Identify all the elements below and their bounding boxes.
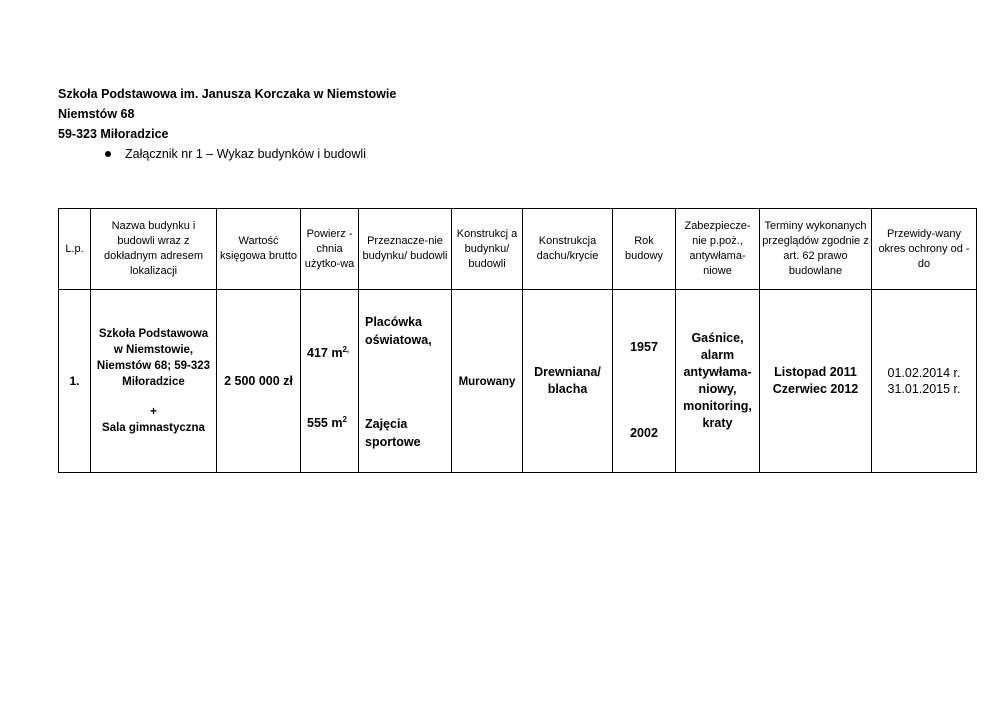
- col-header-security: Zabezpiecze-nie p.poż., antywłama-niowe: [676, 209, 760, 290]
- period-from: 01.02.2014 r.: [887, 366, 961, 380]
- cell-lp: [59, 290, 91, 473]
- plus-sign: +: [150, 406, 157, 418]
- lp-value: 1.: [69, 374, 80, 388]
- cell-purpose: [359, 290, 452, 473]
- address-line: Niemstów 68: [58, 107, 135, 121]
- col-header-roof: Konstrukcja dachu/krycie: [523, 209, 613, 290]
- area-2: 555 $m^2$: [307, 414, 347, 430]
- cell-period: [872, 290, 977, 473]
- document-header: [58, 84, 396, 164]
- bullet-icon: [105, 151, 111, 157]
- attachment-bullet: [58, 144, 396, 164]
- table-header-row: [59, 209, 977, 290]
- cell-name: [91, 290, 217, 473]
- col-header-year: Rok budowy: [613, 209, 676, 290]
- purpose-1: Placówka oświatowa,: [365, 314, 432, 347]
- cell-security: [676, 290, 760, 473]
- period-to: 31.01.2015 r.: [887, 382, 961, 396]
- col-header-lp: L.p.: [59, 209, 91, 290]
- second-building: Sala gimnastyczna: [102, 422, 205, 434]
- col-header-construction: Konstrukcj a budynku/ budowli: [452, 209, 523, 290]
- postal-line: 59-323 Miłoradzice: [58, 127, 169, 141]
- roof-value: Drewniana/ blacha: [534, 365, 601, 396]
- cell-inspection: [760, 290, 872, 473]
- table-row: [59, 290, 977, 473]
- year-1: 1957: [630, 339, 658, 354]
- cell-area: [301, 290, 359, 473]
- attachment-title: Załącznik nr 1 – Wykaz budynków i budowli: [125, 147, 366, 161]
- book-value: 2 500 000 zł: [224, 374, 293, 388]
- cell-value: [217, 290, 301, 473]
- cell-year: [613, 290, 676, 473]
- purpose-2: Zajęcia sportowe: [365, 416, 421, 449]
- inspection-value: Listopad 2011 Czerwiec 2012: [772, 365, 859, 396]
- construction-value: Murowany: [458, 376, 516, 388]
- cell-construction: [452, 290, 523, 473]
- col-header-area: Powierz -chnia użytko-wa: [301, 209, 359, 290]
- year-2: 2002: [630, 425, 658, 440]
- cell-roof: [523, 290, 613, 473]
- security-value: Gaśnice, alarm antywłama-niowy, monitoring, kraty: [683, 331, 752, 430]
- col-header-inspection: Terminy wykonanych przeglądów zgodnie z art. 62 prawo budowlane: [760, 209, 872, 290]
- col-header-purpose: Przeznacze-nie budynku/ budowli: [359, 209, 452, 290]
- col-header-period: Przewidy-wany okres ochrony od - do: [872, 209, 977, 290]
- col-header-value: Wartość księgowa brutto: [217, 209, 301, 290]
- area-1: 417 $m^{2,}$: [307, 344, 350, 360]
- school-name: Szkoła Podstawowa im. Janusza Korczaka w Niemstowie: [58, 87, 397, 101]
- col-header-name: Nazwa budynku i budowli wraz z dokładnym adresem lokalizacji: [91, 209, 217, 290]
- building-name: Szkoła Podstawowa w Niemstowie, Niemstów 68; 59-323 Miłoradzice: [96, 328, 211, 388]
- buildings-table: [58, 208, 977, 473]
